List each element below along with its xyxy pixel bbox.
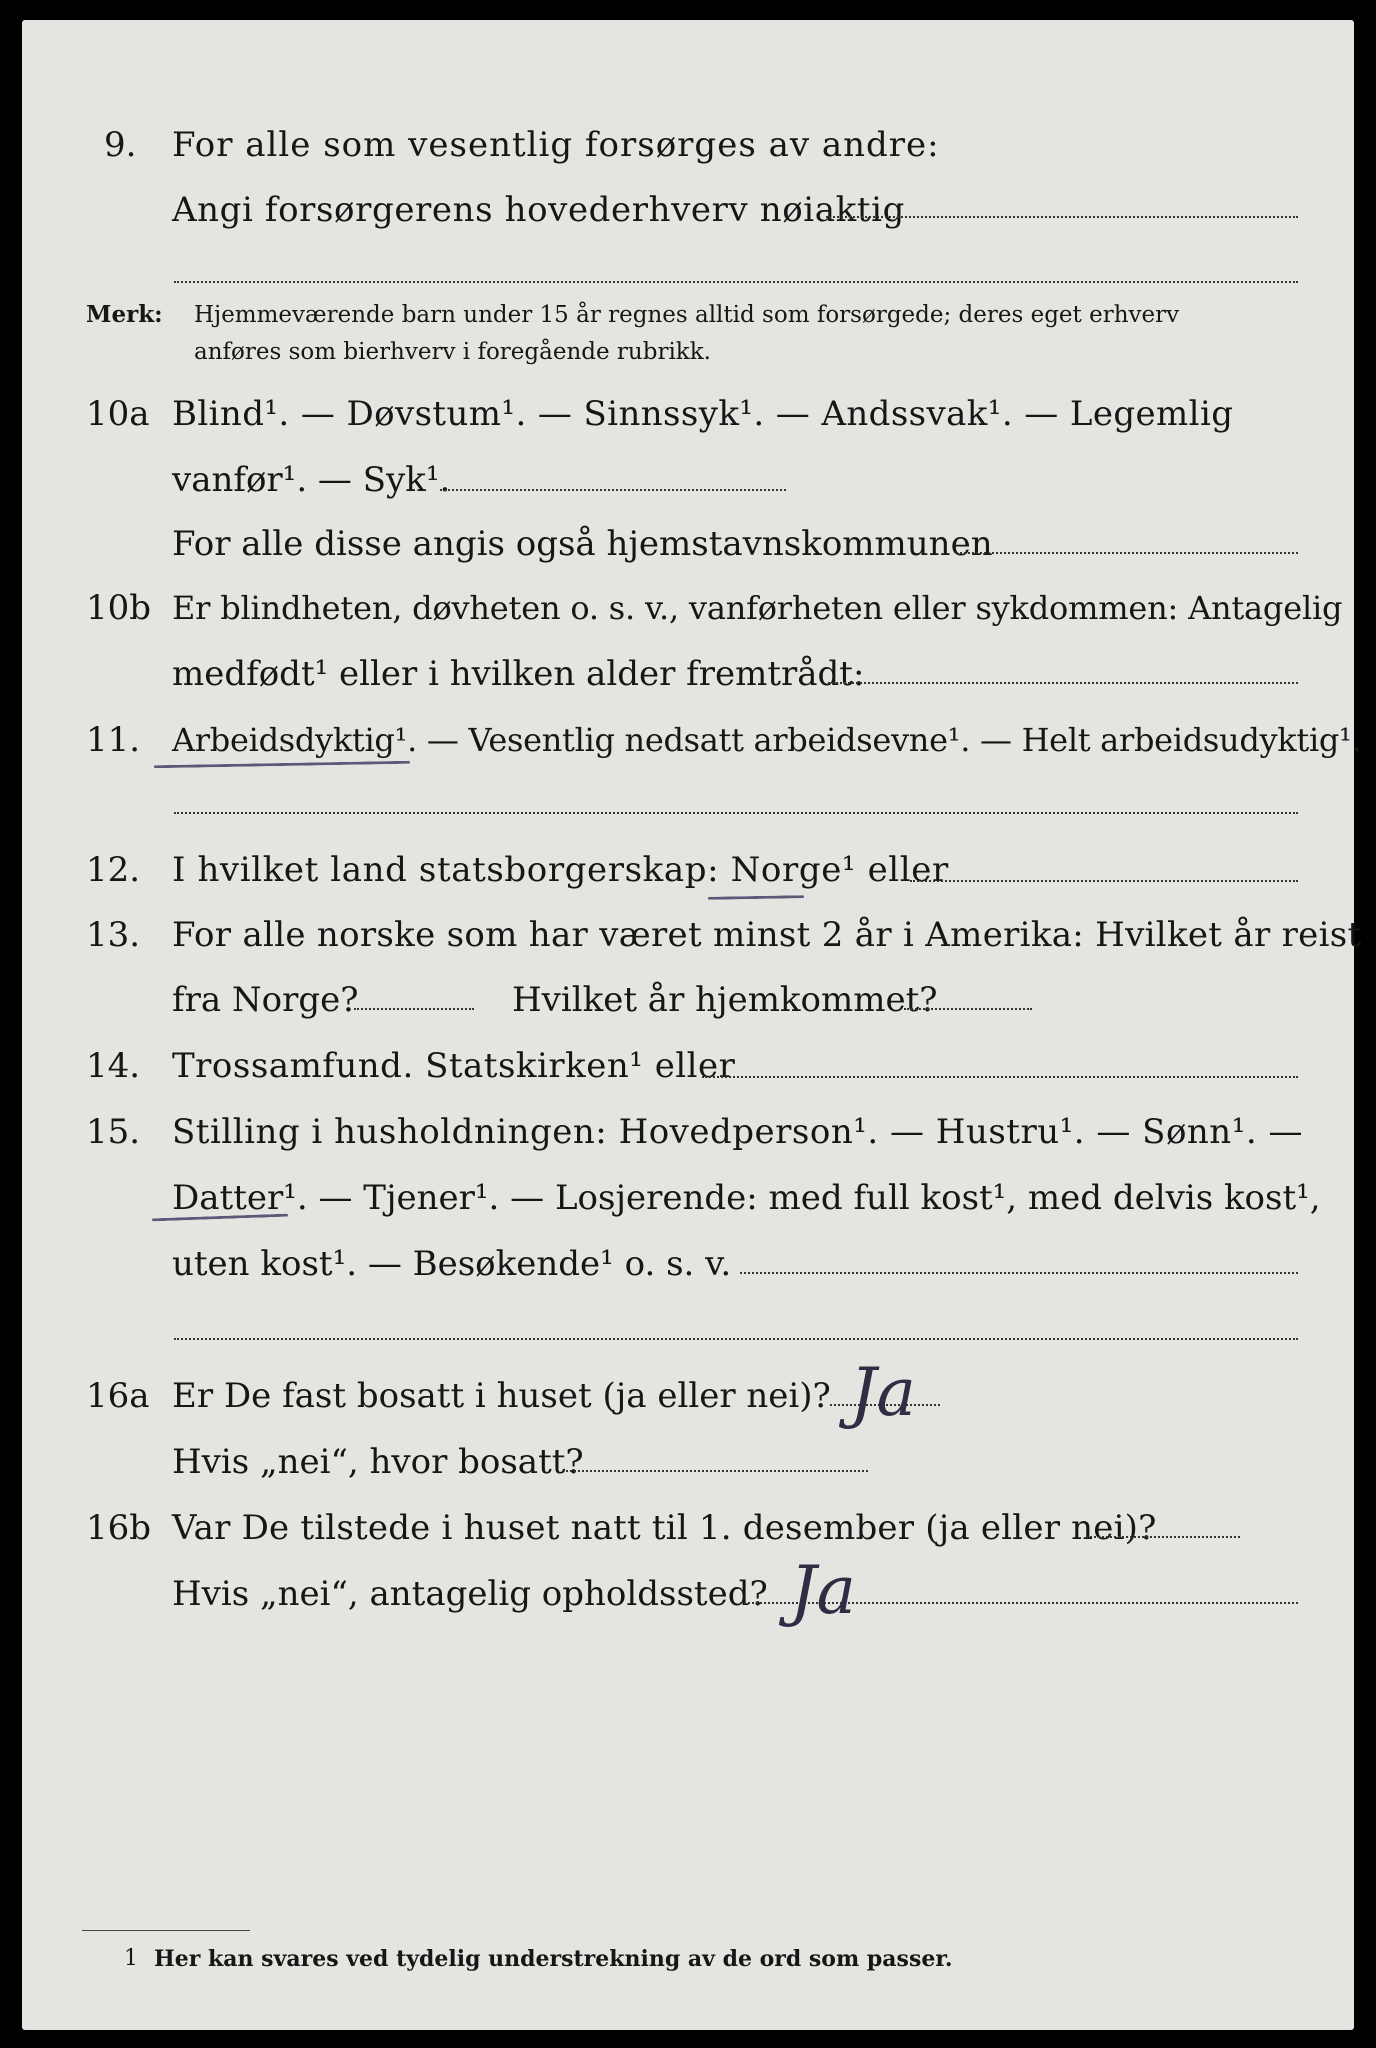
- q14-answer-line: [702, 1076, 1298, 1078]
- q16b-number: 16b: [86, 1508, 152, 1548]
- q13-line2b: Hvilket år hjemkommet?: [512, 980, 938, 1020]
- q10a-syk-line: [440, 489, 786, 491]
- q14-line1: Trossamfund. Statskirken¹ eller: [172, 1046, 736, 1086]
- q9-answer-line: [826, 216, 1298, 218]
- q10a-line3: For alle disse angis også hjemstavnskommunen: [172, 524, 993, 564]
- q10a-kommune-line: [956, 552, 1298, 554]
- q15-line1: Stilling i husholdningen: Hovedperson¹. — Hustru¹. — Sønn¹. —: [172, 1112, 1303, 1152]
- q11-line1: Arbeidsdyktig¹. — Vesentlig nedsatt arbeidsevne¹. — Helt arbeidsudyktig¹.: [172, 721, 1362, 759]
- q16a-line1: Er De fast bosatt i huset (ja eller nei)?: [172, 1376, 831, 1416]
- q10b-line1: Er blindheten, døvheten o. s. v., vanførheten eller sykdommen: Antagelig: [172, 589, 1343, 627]
- q13-reist-line: [354, 1008, 474, 1010]
- q9-extra-line: [174, 281, 1298, 283]
- q9-line1: For alle som vesentlig forsørges av andre:: [172, 125, 940, 165]
- q16b-answer-line: [1086, 1536, 1240, 1538]
- q16a-bosatt-line: [566, 1470, 868, 1472]
- q9-line2: Angi forsørgerens hovederhverv nøiaktig: [172, 190, 905, 230]
- q12-answer-line: [910, 880, 1298, 882]
- q15-number: 15.: [86, 1112, 141, 1152]
- q10a-line2: vanfør¹. — Syk¹.: [172, 460, 451, 500]
- q15-extra-line: [174, 1338, 1298, 1340]
- merk-label: Merk:: [86, 301, 163, 328]
- q16a-number: 16a: [86, 1376, 150, 1416]
- q16b-line1: Var De tilstede i huset natt til 1. desember (ja eller nei)?: [172, 1508, 1157, 1548]
- q13-line2a: fra Norge?: [172, 980, 359, 1020]
- footnote-rule: [82, 1930, 250, 1931]
- q14-number: 14.: [86, 1046, 141, 1086]
- footnote-text: Her kan svares ved tydelig understrekning av de ord som passer.: [154, 1946, 953, 1972]
- q12-number: 12.: [86, 850, 141, 890]
- q16a-handwritten-answer: Ja: [850, 1354, 916, 1431]
- q10b-line2: medfødt¹ eller i hvilken alder fremtrådt:: [172, 654, 865, 694]
- q11-answer-line: [174, 812, 1298, 814]
- footnote-mark: 1: [124, 1946, 138, 1971]
- merk-line2: anføres som bierhverv i foregående rubrikk.: [194, 339, 711, 365]
- merk-line1: Hjemmeværende barn under 15 år regnes alltid som forsørgede; deres eget erhverv: [194, 302, 1180, 328]
- q15-line3: uten kost¹. — Besøkende¹ o. s. v.: [172, 1244, 732, 1284]
- q16b-handwritten-answer: Ja: [790, 1552, 856, 1629]
- q10a-number: 10a: [86, 394, 150, 434]
- q16b-line2: Hvis „nei“, antagelig opholdssted?: [172, 1574, 768, 1614]
- q13-line1: For alle norske som har været minst 2 år i Amerika: Hvilket år reist: [172, 915, 1362, 955]
- q10a-line1: Blind¹. — Døvstum¹. — Sinnssyk¹. — Andssvak¹. — Legemlig: [172, 394, 1234, 434]
- q15-answer-line: [740, 1272, 1298, 1274]
- q11-number: 11.: [86, 720, 141, 760]
- q10b-number: 10b: [86, 588, 152, 628]
- q10b-answer-line: [828, 682, 1298, 684]
- q9-number: 9.: [104, 125, 137, 165]
- q12-line1: I hvilket land statsborgerskap: Norge¹ eller: [172, 850, 949, 890]
- q13-hjemkommet-line: [904, 1008, 1032, 1010]
- q13-number: 13.: [86, 915, 141, 955]
- q15-line2: Datter¹. — Tjener¹. — Losjerende: med full kost¹, med delvis kost¹,: [172, 1178, 1321, 1218]
- q16a-line2: Hvis „nei“, hvor bosatt?: [172, 1442, 584, 1482]
